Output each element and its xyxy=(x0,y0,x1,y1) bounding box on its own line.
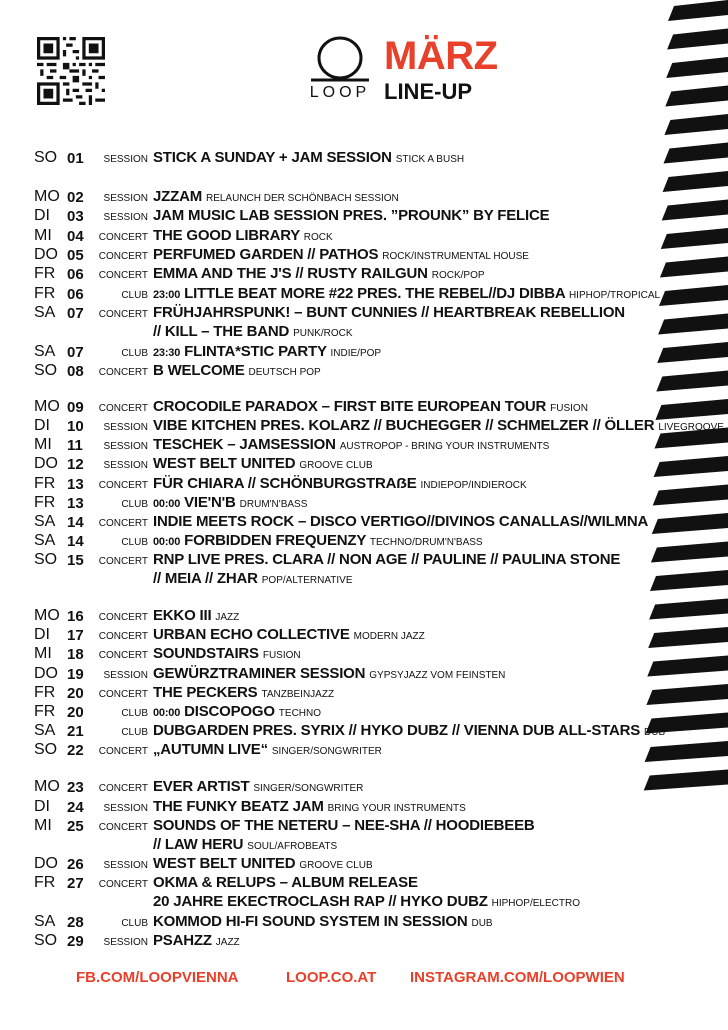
event-type: CONCERT xyxy=(98,783,148,794)
logo-wordmark: LOOP xyxy=(309,84,371,101)
event-type: SESSION xyxy=(103,441,148,452)
event-title xyxy=(153,246,529,263)
weekday: DO xyxy=(34,246,58,263)
event-genre: SOUL/AFROBEATS xyxy=(247,841,338,852)
date-number: 14 xyxy=(67,514,84,531)
event-type: SESSION xyxy=(103,803,148,814)
stripe-shape xyxy=(645,741,728,762)
event-name: KOMMOD HI-FI SOUND SYSTEM IN SESSION xyxy=(153,913,468,930)
event-genre: JAZZ xyxy=(215,612,240,623)
stripe-shape xyxy=(659,285,728,306)
event-genre: DEUTSCH POP xyxy=(248,367,321,378)
event-type: CONCERT xyxy=(98,403,148,414)
event-type: SESSION xyxy=(103,670,148,681)
event-type: SESSION xyxy=(103,860,148,871)
date-number: 19 xyxy=(67,666,84,683)
event-type: CLUB xyxy=(121,499,148,510)
event-title xyxy=(153,932,240,949)
stripe-shape xyxy=(664,143,728,164)
event-title xyxy=(153,188,399,205)
event-type: CONCERT xyxy=(98,480,148,491)
event-genre: GROOVE CLUB xyxy=(299,860,373,871)
event-title xyxy=(153,741,382,758)
date-number: 18 xyxy=(67,646,84,663)
event-name: EVER ARTIST xyxy=(153,778,250,795)
stripe-shape xyxy=(666,57,728,78)
event-name: SOUNDSTAIRS xyxy=(153,645,259,662)
event-type: SESSION xyxy=(103,212,148,223)
event-genre: GYPSYJAZZ VOM FEINSTEN xyxy=(369,670,506,681)
weekday: DI xyxy=(34,798,50,815)
stripe-shape xyxy=(664,114,728,135)
date-number: 25 xyxy=(67,818,84,835)
event-genre: DUB xyxy=(644,727,666,738)
event-name: JAM MUSIC LAB SESSION PRES. ”PROUNK” BY FELICE xyxy=(153,207,550,224)
event-title xyxy=(153,494,307,511)
weekday: SO xyxy=(34,551,58,568)
stripe-shape xyxy=(665,86,728,107)
event-genre: ROCK/INSTRUMENTAL HOUSE xyxy=(382,251,529,262)
stripe-shape xyxy=(647,656,728,677)
date-number: 21 xyxy=(67,723,84,740)
event-title xyxy=(153,362,321,379)
event-name: THE FUNKY BEATZ JAM xyxy=(153,798,324,815)
date-number: 12 xyxy=(67,456,84,473)
weekday: MO xyxy=(34,607,60,624)
event-genre: MODERN JAZZ xyxy=(353,631,425,642)
event-genre: DUB xyxy=(471,918,493,929)
event-genre: BRING YOUR INSTRUMENTS xyxy=(327,803,466,814)
stripe-shape xyxy=(668,0,728,21)
event-type: CLUB xyxy=(121,708,148,719)
date-number: 23 xyxy=(67,779,84,796)
weekday: MO xyxy=(34,778,60,795)
date-number: 29 xyxy=(67,933,84,950)
event-type: SESSION xyxy=(103,154,148,165)
event-title xyxy=(153,532,483,549)
event-name: // LAW HERU xyxy=(153,836,244,853)
event-name: EMMA AND THE J'S // RUSTY RAILGUN xyxy=(153,265,428,282)
date-number: 09 xyxy=(67,399,84,416)
date-number: 10 xyxy=(67,418,84,435)
weekday: MI xyxy=(34,817,52,834)
stripe-shape xyxy=(662,200,728,221)
date-number: 24 xyxy=(67,799,84,816)
page-subtitle: LINE-UP xyxy=(384,79,472,104)
event-name: WEST BELT UNITED xyxy=(153,455,296,472)
event-type: CONCERT xyxy=(98,367,148,378)
event-name: FORBIDDEN FREQUENZY xyxy=(184,532,366,549)
event-name: EKKO III xyxy=(153,607,212,624)
date-number: 13 xyxy=(67,476,84,493)
date-number: 28 xyxy=(67,914,84,931)
stripe-shape xyxy=(644,770,728,791)
date-number: 14 xyxy=(67,533,84,550)
event-name: THE PECKERS xyxy=(153,684,258,701)
event-genre: TANZBEINJAZZ xyxy=(261,689,335,700)
date-number: 03 xyxy=(67,208,84,225)
event-genre: RELAUNCH DER SCHÖNBACH SESSION xyxy=(205,193,399,204)
event-type: CONCERT xyxy=(98,270,148,281)
event-type: CONCERT xyxy=(98,689,148,700)
weekday: SO xyxy=(34,932,58,949)
weekday: MI xyxy=(34,227,52,244)
date-number: 13 xyxy=(67,495,84,512)
event-genre: INDIE/POP xyxy=(330,348,382,359)
event-name: OKMA & RELUPS – ALBUM RELEASE xyxy=(153,874,418,891)
event-type: CLUB xyxy=(121,348,148,359)
event-title xyxy=(153,455,373,472)
event-type: SESSION xyxy=(103,422,148,433)
event-genre: INDIEPOP/INDIEROCK xyxy=(420,480,527,491)
date-number: 17 xyxy=(67,627,84,644)
event-name: DISCOPOGO xyxy=(184,703,275,720)
date-number: 07 xyxy=(67,305,84,322)
event-genre: HIPHOP/ELECTRO xyxy=(491,898,580,909)
weekday: SO xyxy=(34,362,58,379)
weekday: SA xyxy=(34,722,56,739)
website-link[interactable]: LOOP.CO.AT xyxy=(286,969,377,986)
event-name: FRÜHJAHRSPUNK! – BUNT CUNNIES // HEARTBREAK REBELLION xyxy=(153,304,625,321)
event-name: B WELCOME xyxy=(153,362,245,379)
event-title xyxy=(153,570,353,587)
event-type: SESSION xyxy=(103,460,148,471)
weekday: MO xyxy=(34,398,60,415)
event-name: STICK A SUNDAY + JAM SESSION xyxy=(153,149,392,166)
event-title xyxy=(153,645,301,662)
weekday: MI xyxy=(34,436,52,453)
weekday: MI xyxy=(34,645,52,662)
stripe-shape xyxy=(652,513,728,534)
event-time: 00:00 xyxy=(153,536,181,548)
event-time: 00:00 xyxy=(153,498,181,510)
event-name: PSAHZZ xyxy=(153,932,212,949)
weekday: FR xyxy=(34,475,56,492)
date-number: 15 xyxy=(67,552,84,569)
event-type: CONCERT xyxy=(98,309,148,320)
weekday: DI xyxy=(34,626,50,643)
event-title xyxy=(153,227,333,244)
date-number: 26 xyxy=(67,856,84,873)
date-number: 22 xyxy=(67,742,84,759)
event-name: FÜR CHIARA // SCHÖNBURGSTRAẞE xyxy=(153,475,417,492)
event-genre: SINGER/SONGWRITER xyxy=(271,746,382,757)
page-title: MÄRZ xyxy=(384,34,498,78)
event-title xyxy=(153,817,535,834)
event-title xyxy=(153,149,464,166)
event-title xyxy=(153,304,625,321)
date-number: 06 xyxy=(67,266,84,283)
date-number: 11 xyxy=(67,437,83,454)
weekday: SO xyxy=(34,741,58,758)
event-genre: ROCK xyxy=(303,232,333,243)
weekday: FR xyxy=(34,703,56,720)
event-genre: FUSION xyxy=(262,650,301,661)
event-genre: POP/ALTERNATIVE xyxy=(261,575,353,586)
weekday: FR xyxy=(34,494,56,511)
event-name: TESCHEK – JAMSESSION xyxy=(153,436,336,453)
event-name: WEST BELT UNITED xyxy=(153,855,296,872)
stripe-shape xyxy=(651,542,728,563)
event-name: DUBGARDEN PRES. SYRIX // HYKO DUBZ // VIENNA DUB ALL-STARS xyxy=(153,722,641,739)
stripe-shape xyxy=(653,485,728,506)
weekday: FR xyxy=(34,265,56,282)
event-time: 00:00 xyxy=(153,707,181,719)
event-type: CONCERT xyxy=(98,251,148,262)
event-type: CONCERT xyxy=(98,879,148,890)
event-genre: PUNK/ROCK xyxy=(293,328,353,339)
event-name: RNP LIVE PRES. CLARA // NON AGE // PAULINE // PAULINA STONE xyxy=(153,551,621,568)
event-title xyxy=(153,778,363,795)
event-title xyxy=(153,343,381,360)
event-name: VIBE KITCHEN PRES. KOLARZ // BUCHEGGER // SCHMELZER // ÖLLER xyxy=(153,417,655,434)
event-title xyxy=(153,607,239,624)
event-type: CONCERT xyxy=(98,822,148,833)
event-title xyxy=(153,855,373,872)
event-type: CLUB xyxy=(121,727,148,738)
event-name: // MEIA // ZHAR xyxy=(153,570,258,587)
event-genre: STICK A BUSH xyxy=(395,154,465,165)
date-number: 06 xyxy=(67,286,84,303)
event-name: GEWÜRZTRAMINER SESSION xyxy=(153,665,366,682)
event-genre: AUSTROPOP - BRING YOUR INSTRUMENTS xyxy=(339,441,550,452)
event-type: CONCERT xyxy=(98,746,148,757)
event-title xyxy=(153,798,466,815)
event-time: 23:30 xyxy=(153,347,181,359)
event-title xyxy=(153,475,527,492)
stripe-shape xyxy=(648,627,728,648)
event-name: SOUNDS OF THE NETERU – NEE-SHA // HOODIEBEEB xyxy=(153,817,535,834)
weekday: DO xyxy=(34,665,58,682)
event-type: CONCERT xyxy=(98,518,148,529)
event-title xyxy=(153,836,337,853)
event-title xyxy=(153,684,334,701)
date-number: 05 xyxy=(67,247,84,264)
event-type: CONCERT xyxy=(98,232,148,243)
facebook-link[interactable]: FB.COM/LOOPVIENNA xyxy=(76,969,239,986)
stripe-shape xyxy=(649,599,728,620)
event-genre: DRUM'N'BASS xyxy=(239,499,308,510)
event-name: PERFUMED GARDEN // PATHOS xyxy=(153,246,379,263)
event-genre: JAZZ xyxy=(215,937,240,948)
event-title xyxy=(153,703,321,720)
stripe-shape xyxy=(646,684,728,705)
event-type: CLUB xyxy=(121,918,148,929)
stripe-shape xyxy=(654,456,728,477)
event-name: CROCODILE PARADOX – FIRST BITE EUROPEAN TOUR xyxy=(153,398,547,415)
event-name: URBAN ECHO COLLECTIVE xyxy=(153,626,350,643)
weekday: DI xyxy=(34,417,50,434)
event-type: CLUB xyxy=(121,290,148,301)
event-name: // KILL – THE BAND xyxy=(153,323,290,340)
weekday: DI xyxy=(34,207,50,224)
event-name: 20 JAHRE EKECTROCLASH RAP // HYKO DUBZ xyxy=(153,893,488,910)
event-title xyxy=(153,893,580,910)
event-title xyxy=(153,417,724,434)
event-name: VIE'N'B xyxy=(184,494,236,511)
stripe-shape xyxy=(660,257,728,278)
event-title xyxy=(153,323,353,340)
event-title xyxy=(153,913,493,930)
event-genre: TECHNO/DRUM'N'BASS xyxy=(369,537,483,548)
weekday: FR xyxy=(34,684,56,701)
event-genre: ROCK/POP xyxy=(431,270,485,281)
event-type: CONCERT xyxy=(98,650,148,661)
event-type: CONCERT xyxy=(98,631,148,642)
event-genre: FUSION xyxy=(550,403,588,414)
stripe-shape xyxy=(650,570,728,591)
event-title xyxy=(153,874,418,891)
event-title xyxy=(153,436,549,453)
weekday: SA xyxy=(34,304,56,321)
event-title xyxy=(153,398,588,415)
stripe-shape xyxy=(663,171,728,192)
event-title xyxy=(153,207,549,224)
date-number: 01 xyxy=(67,150,84,167)
date-number: 02 xyxy=(67,189,84,206)
weekday: DO xyxy=(34,855,58,872)
event-title xyxy=(153,265,485,282)
event-name: INDIE MEETS ROCK – DISCO VERTIGO//DIVINOS CANALLAS//WILMNA xyxy=(153,513,649,530)
weekday: FR xyxy=(34,285,56,302)
footer-links xyxy=(0,969,728,989)
event-title xyxy=(153,665,505,682)
event-time: 23:00 xyxy=(153,289,181,301)
stripe-shape xyxy=(661,228,728,249)
event-name: „AUTUMN LIVE“ xyxy=(153,741,268,758)
qr-code[interactable] xyxy=(37,37,105,105)
decorative-stripes xyxy=(628,0,728,800)
stripe-shape xyxy=(656,371,728,392)
event-type: SESSION xyxy=(103,937,148,948)
event-name: JZZAM xyxy=(153,188,202,205)
event-genre: HIPHOP/TROPICAL xyxy=(568,290,661,301)
weekday: SA xyxy=(34,913,56,930)
date-number: 20 xyxy=(67,685,84,702)
stripe-shape xyxy=(658,314,728,335)
weekday: SO xyxy=(34,149,58,166)
event-type: CONCERT xyxy=(98,612,148,623)
event-genre: TECHNO xyxy=(278,708,322,719)
event-name: FLINTA*STIC PARTY xyxy=(184,343,327,360)
weekday: MO xyxy=(34,188,60,205)
event-title xyxy=(153,551,620,568)
event-name: LITTLE BEAT MORE #22 PRES. THE REBEL//DJ DIBBA xyxy=(184,285,565,302)
weekday: SA xyxy=(34,532,56,549)
date-number: 20 xyxy=(67,704,84,721)
event-title xyxy=(153,626,425,643)
event-type: CONCERT xyxy=(98,556,148,567)
event-name: THE GOOD LIBRARY xyxy=(153,227,300,244)
stripe-shape xyxy=(657,342,728,363)
event-title xyxy=(153,285,660,302)
date-number: 16 xyxy=(67,608,84,625)
weekday: FR xyxy=(34,874,56,891)
weekday: SA xyxy=(34,343,56,360)
stripe-shape xyxy=(667,29,728,50)
event-type: CLUB xyxy=(121,537,148,548)
date-number: 04 xyxy=(67,228,84,245)
weekday: SA xyxy=(34,513,56,530)
event-title xyxy=(153,513,648,530)
event-genre: LIVEGROOVE xyxy=(658,422,724,433)
instagram-link[interactable]: INSTAGRAM.COM/LOOPWIEN xyxy=(410,969,625,986)
date-number: 27 xyxy=(67,875,84,892)
event-genre: GROOVE CLUB xyxy=(299,460,373,471)
event-genre: SINGER/SONGWRITER xyxy=(253,783,364,794)
date-number: 08 xyxy=(67,363,84,380)
event-title xyxy=(153,722,665,739)
date-number: 07 xyxy=(67,344,84,361)
event-type: SESSION xyxy=(103,193,148,204)
weekday: DO xyxy=(34,455,58,472)
